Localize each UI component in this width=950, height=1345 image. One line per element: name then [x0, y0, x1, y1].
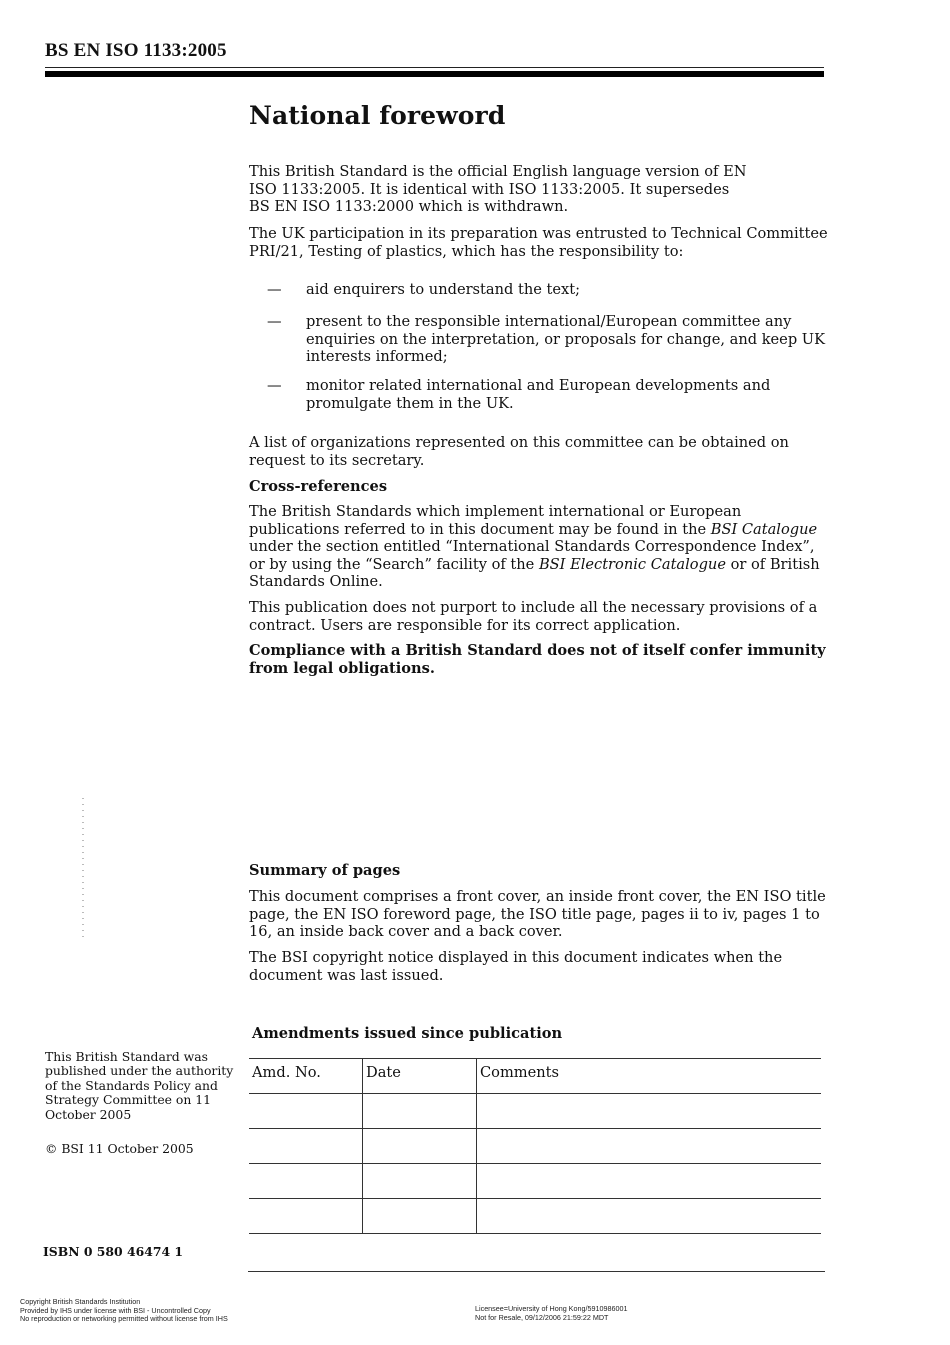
- text-run: The British Standards which implement international or European publications referred to in this document may be found in the: [249, 503, 742, 538]
- table-cell: [477, 1199, 822, 1234]
- table-cell: [249, 1094, 363, 1129]
- organizations-paragraph: A list of organizations represented on this committee can be obtained on request to its secretary.: [249, 434, 789, 469]
- scan-artifact: [82, 798, 84, 940]
- bullet-dash: —: [267, 281, 282, 298]
- intro-paragraph: This British Standard is the official English language version of EN ISO 1133:2005. It is identical with ISO 1133:2005. It supersedes BS EN ISO 1133:2000 which is withdrawn.: [249, 163, 747, 216]
- footer-line: Copyright British Standards Institution: [20, 1297, 141, 1306]
- copyright-line: © BSI 11 October 2005: [45, 1141, 194, 1156]
- cross-references-heading: Cross-references: [249, 478, 388, 495]
- bsi-electronic-catalogue-title: BSI Electronic Catalogue: [538, 555, 726, 573]
- table-cell: [477, 1164, 822, 1199]
- footer-license-left: [20, 1298, 228, 1324]
- table-cell: [477, 1129, 822, 1164]
- amendments-heading: Amendments issued since publication: [252, 1025, 563, 1042]
- amendments-table: [249, 1058, 821, 1234]
- table-header-row: [249, 1059, 821, 1094]
- bullet-dash: —: [267, 377, 282, 394]
- cross-references-paragraph: [249, 503, 829, 591]
- footer-line: Licensee=University of Hong Kong/5910986001: [475, 1304, 628, 1313]
- table-row: [249, 1094, 821, 1129]
- document-code: BS EN ISO 1133:2005: [45, 40, 227, 61]
- bullet-item: monitor related international and European developments and promulgate them in the UK.: [306, 377, 771, 412]
- text-run: under the section entitled “International Standards Correspondence Index”, or by using the “Search” facility of the: [249, 538, 815, 573]
- summary-paragraph: This document comprises a front cover, an inside front cover, the EN ISO title page, the EN ISO foreword page, the ISO title page, pages ii to iv, pages 1 to 16, an inside back cover and a back cover.: [249, 888, 826, 941]
- isbn: ISBN 0 580 46474 1: [43, 1244, 184, 1259]
- table-cell: [363, 1094, 477, 1129]
- copyright-notice-paragraph: The BSI copyright notice displayed in this document indicates when the document was last issued.: [249, 949, 783, 984]
- table-cell: [477, 1094, 822, 1129]
- column-header-amd-no: Amd. No.: [249, 1059, 363, 1094]
- column-header-date: Date: [363, 1059, 477, 1094]
- table-row: [249, 1164, 821, 1199]
- page-title: National foreword: [249, 101, 506, 130]
- bullet-item: aid enquirers to understand the text;: [306, 281, 581, 298]
- table-cell: [363, 1199, 477, 1234]
- table-cell: [249, 1129, 363, 1164]
- header-thick-rule: [45, 71, 824, 77]
- bullet-item: present to the responsible international/European committee any enquiries on the interpretation, or proposals for change, and keep UK interests informed;: [306, 313, 826, 366]
- provisions-paragraph: This publication does not purport to include all the necessary provisions of a contract. Users are responsible for its correct application.: [249, 599, 818, 634]
- footer-line: No reproduction or networking permitted without license from IHS: [20, 1314, 228, 1324]
- column-header-comments: Comments: [477, 1059, 822, 1094]
- bsi-catalogue-title: BSI Catalogue: [710, 520, 818, 538]
- summary-heading: Summary of pages: [249, 862, 401, 879]
- table-row: [249, 1199, 821, 1234]
- authority-note: This British Standard was published under the authority of the Standards Policy and Strategy Committee on 11 October 2005: [45, 1049, 234, 1122]
- header-thin-rule: [45, 67, 824, 68]
- committee-paragraph: The UK participation in its preparation was entrusted to Technical Committee PRI/21, Testing of plastics, which has the responsibility to:: [249, 225, 828, 260]
- footer-license-right: [475, 1305, 627, 1322]
- table-cell: [363, 1129, 477, 1164]
- table-row: [249, 1129, 821, 1164]
- text-run: or of British Standards Online.: [249, 555, 820, 591]
- table-cell: [249, 1199, 363, 1234]
- footer-line: Provided by IHS under license with BSI - Uncontrolled Copy: [20, 1305, 211, 1315]
- footer-line: Not for Resale, 09/12/2006 21:59:22 MDT: [475, 1312, 609, 1322]
- bullet-dash: —: [267, 313, 282, 330]
- footer-rule: [248, 1271, 825, 1272]
- table-cell: [249, 1164, 363, 1199]
- table-cell: [363, 1164, 477, 1199]
- compliance-statement: Compliance with a British Standard does not of itself confer immunity from legal obligations.: [249, 642, 826, 677]
